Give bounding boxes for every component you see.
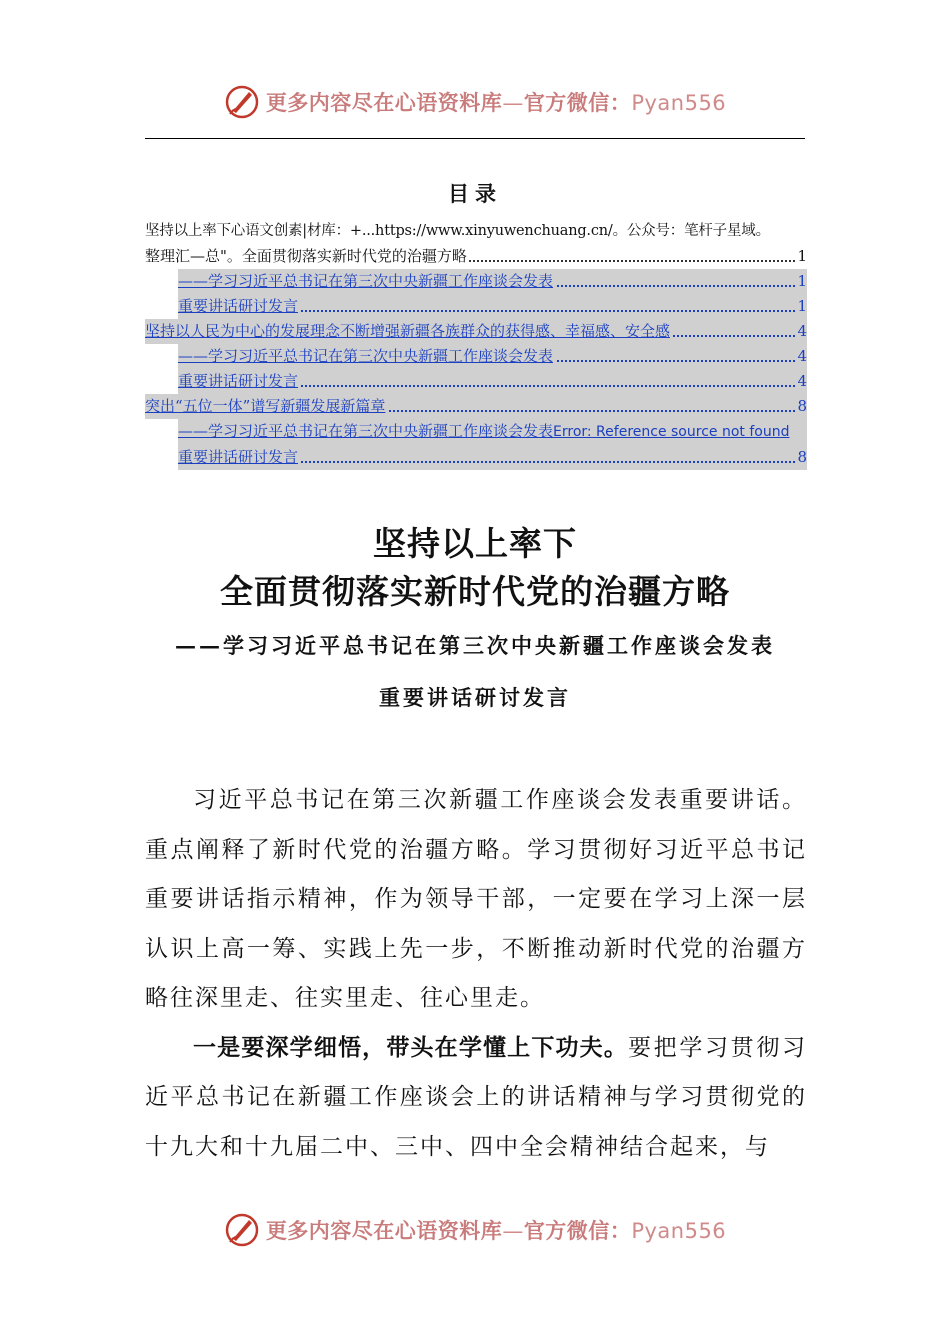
toc-link[interactable]: ——学习习近平总书记在第三次中央新疆工作座谈会发表 1	[178, 269, 807, 294]
toc-link[interactable]: ——学习习近平总书记在第三次中央新疆工作座谈会发表Error: Reference source not found	[178, 419, 807, 445]
toc-link[interactable]: 重要讲话研讨发言 4	[178, 369, 807, 394]
toc-link[interactable]: 坚持以人民为中心的发展理念不断增强新疆各族群众的获得感、幸福感、安全感 4	[145, 319, 807, 344]
article-body	[145, 776, 807, 1172]
article-title	[0, 520, 950, 616]
reference-error-text: Error: Reference source not found	[553, 424, 790, 440]
title-line: 坚持以上率下	[373, 524, 577, 563]
header-divider	[145, 138, 805, 139]
paragraph: 一是要深学细悟，带头在学懂上下功夫。要把学习贯彻习近平总书记在新疆工作座谈会上的讲话精神与学习贯彻党的十九大和十九届二中、三中、四中全会精神结合起来，与	[145, 1034, 808, 1160]
toc-link[interactable]: 重要讲话研讨发言 1	[178, 294, 807, 319]
article-subtitle: ——学习习近平总书记在第三次中央新疆工作座谈会发表	[175, 633, 775, 658]
footer-watermark-banner	[0, 1210, 950, 1250]
toc-link[interactable]: ——学习习近平总书记在第三次中央新疆工作座谈会发表 4	[178, 344, 807, 369]
banner-text: 更多内容尽在心语资料库—官方微信：Pyan556	[265, 1218, 727, 1243]
toc-entry[interactable]: 整理汇—总"。全面贯彻落实新时代党的治疆方略 1	[145, 244, 807, 269]
quill-logo-icon	[224, 1212, 260, 1248]
toc-title: 目录	[448, 181, 502, 206]
toc-link[interactable]: 重要讲话研讨发言 8	[178, 445, 807, 470]
table-of-contents	[145, 218, 807, 470]
header-watermark-banner	[0, 82, 950, 122]
title-line: 全面贯彻落实新时代党的治疆方略	[220, 572, 730, 611]
toc-entry-line: 坚持以上率下心语文创素|材库：+...https://www.xinyuwenchuang.cn/。公众号：笔杆子星域。	[145, 223, 770, 239]
quill-logo-icon	[224, 84, 260, 120]
toc-link[interactable]: 突出“五位一体”谱写新疆发展新篇章 8	[145, 394, 807, 419]
article-subtitle: 重要讲话研讨发言	[379, 685, 571, 710]
banner-text: 更多内容尽在心语资料库—官方微信：Pyan556	[265, 90, 727, 115]
paragraph: 习近平总书记在第三次新疆工作座谈会发表重要讲话。重点阐释了新时代党的治疆方略。学习贯彻好习近平总书记重要讲话指示精神，作为领导干部，一定要在学习上深一层认识上高一筹、实践上先一步，不断推动新时代党的治疆方略往深里走、往实里走、往心里走。	[145, 787, 807, 1011]
